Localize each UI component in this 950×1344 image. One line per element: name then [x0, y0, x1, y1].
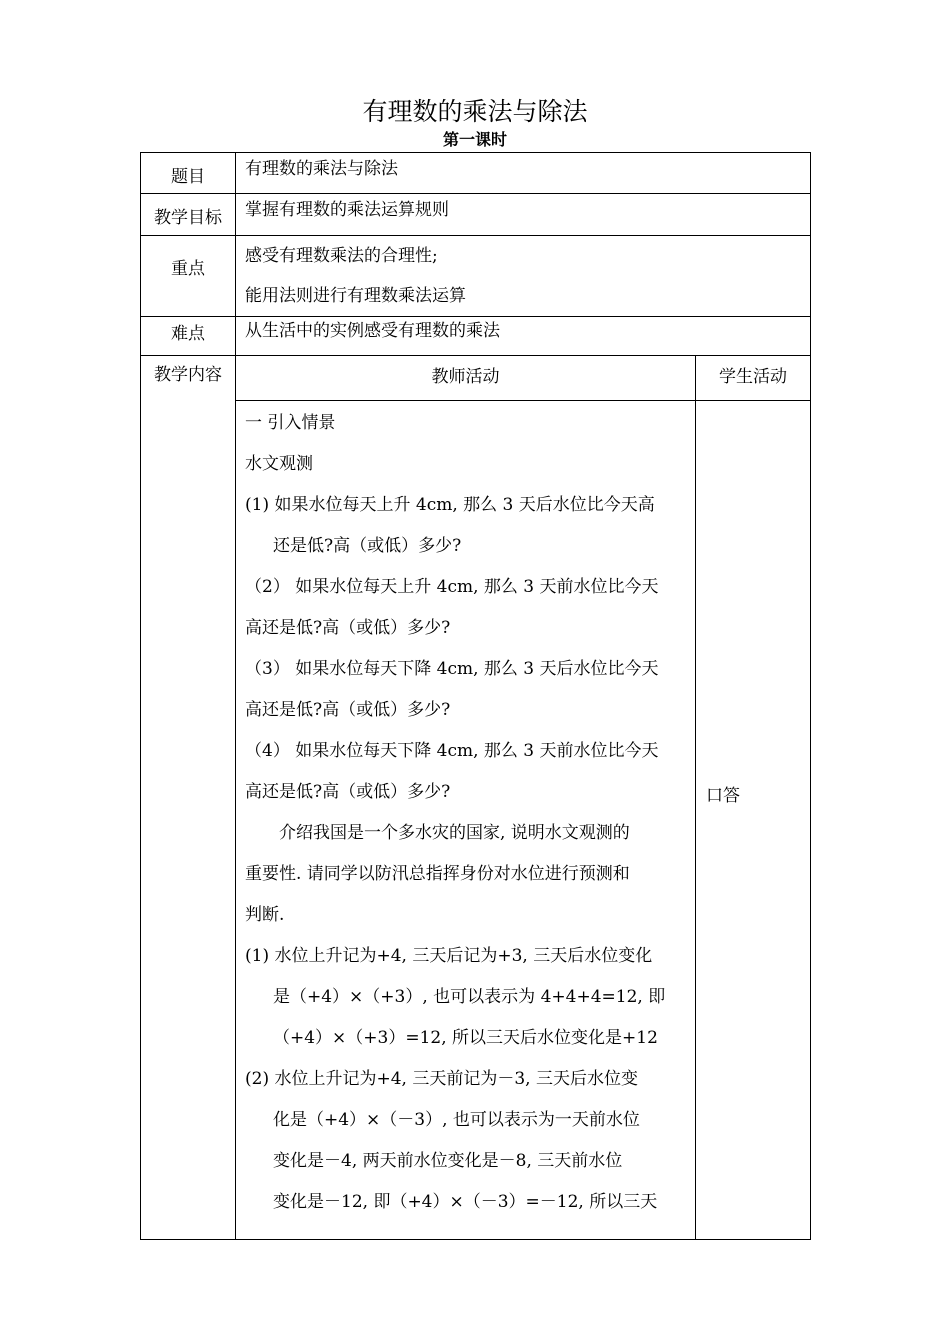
table-row-activity-header	[141, 356, 811, 401]
text-line: 变化是－4, 两天前水位变化是－8, 三天前水位	[273, 1151, 623, 1171]
difficulty-value-cell	[236, 317, 811, 356]
key-points-list	[236, 236, 810, 316]
text-line: （+4）×（+3）=12, 所以三天后水位变化是+12	[273, 1028, 658, 1048]
text-line: 高还是低?高（或低）多少?	[245, 618, 451, 638]
teacher-activity-text	[236, 401, 695, 1223]
topic-label: 题目	[171, 167, 205, 187]
student-activity-area	[696, 401, 810, 1239]
teacher-header-cell	[236, 356, 696, 401]
table-row-difficulty	[141, 317, 811, 356]
content-label: 教学内容	[154, 365, 222, 385]
key-value-cell	[236, 236, 811, 317]
key-point-item: 能用法则进行有理数乘法运算	[245, 286, 466, 306]
teacher-activity-cell	[236, 401, 696, 1240]
text-line: 还是低?高（或低）多少?	[273, 536, 462, 556]
text-line: 高还是低?高（或低）多少?	[245, 782, 451, 802]
difficulty-label: 难点	[171, 324, 205, 344]
lesson-plan-table	[140, 152, 811, 1240]
table-row-key-points	[141, 236, 811, 317]
text-line: (2) 水位上升记为+4, 三天前记为－3, 三天后水位变	[245, 1069, 638, 1089]
topic-value: 有理数的乘法与除法	[245, 159, 398, 179]
text-line: （4） 如果水位每天下降 4cm, 那么 3 天前水位比今天	[245, 741, 659, 761]
content-label-cell	[141, 356, 236, 1240]
table-row-goal	[141, 194, 811, 236]
document-subtitle: 第一课时	[442, 130, 507, 149]
student-activity-header: 学生活动	[719, 367, 787, 387]
student-header-cell	[696, 356, 811, 401]
text-line: 判断.	[245, 905, 285, 925]
text-line: 一 引入情景	[245, 413, 336, 433]
text-line: 水文观测	[245, 454, 313, 474]
difficulty-label-cell	[141, 317, 236, 356]
goal-label: 教学目标	[154, 208, 222, 228]
key-point-item: 感受有理数乘法的合理性;	[245, 246, 438, 266]
text-line: 变化是－12, 即（+4）×（－3）=－12, 所以三天	[273, 1192, 658, 1212]
topic-value-cell	[236, 153, 811, 194]
text-line: 重要性. 请同学以防汛总指挥身份对水位进行预测和	[245, 864, 630, 884]
goal-value-cell	[236, 194, 811, 236]
topic-label-cell	[141, 153, 236, 194]
difficulty-value: 从生活中的实例感受有理数的乘法	[245, 321, 500, 341]
document-title: 有理数的乘法与除法	[362, 97, 588, 126]
text-line: 是（+4）×（+3）, 也可以表示为 4+4+4=12, 即	[273, 987, 666, 1007]
goal-value: 掌握有理数的乘法运算规则	[245, 200, 449, 220]
goal-label-cell	[141, 194, 236, 236]
text-line: (1) 水位上升记为+4, 三天后记为+3, 三天后水位变化	[245, 946, 653, 966]
text-line: （2） 如果水位每天上升 4cm, 那么 3 天前水位比今天	[245, 577, 659, 597]
student-answer: 口答	[706, 786, 740, 806]
key-label-cell	[141, 236, 236, 317]
student-activity-cell	[696, 401, 811, 1240]
table-row-topic	[141, 153, 811, 194]
text-line: （3） 如果水位每天下降 4cm, 那么 3 天后水位比今天	[245, 659, 659, 679]
text-line: 化是（+4）×（－3）, 也可以表示为一天前水位	[273, 1110, 640, 1130]
table-row-activity-body	[141, 401, 811, 1240]
text-line: 高还是低?高（或低）多少?	[245, 700, 451, 720]
text-line: (1) 如果水位每天上升 4cm, 那么 3 天后水位比今天高	[245, 495, 655, 515]
teacher-activity-header: 教师活动	[431, 367, 500, 387]
text-line: 介绍我国是一个多水灾的国家, 说明水文观测的	[279, 823, 630, 843]
key-label: 重点	[171, 259, 205, 279]
